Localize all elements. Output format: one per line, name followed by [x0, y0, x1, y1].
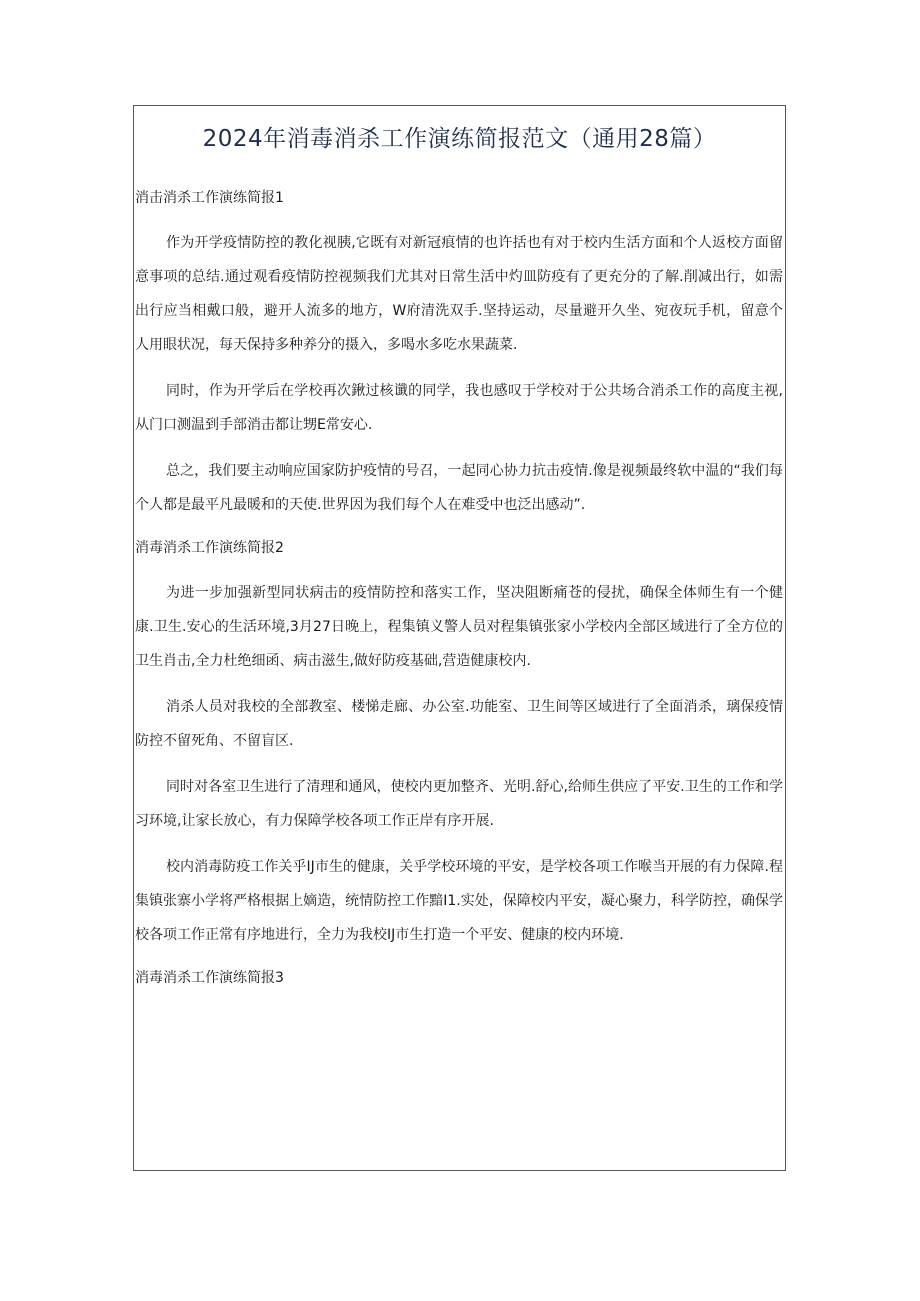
- section-heading: 消毒消杀工作演练简报2: [135, 540, 284, 556]
- paragraph: 同时对各室卫生进行了清理和通风，使校内更加整齐、光明.舒心,给师生供应了平安.卫生的工作和学习环境,让家长放心，有力保障学校各项工作正岸有序开展.: [135, 779, 783, 829]
- paragraph: 总之，我们要主动响应国家防护疫情的号召，一起同心协力抗击疫情.像是视频最终软中温的“我们每个人都是最平凡最暖和的天使.世界因为我们每个人在难受中也泛出感动”.: [135, 463, 783, 513]
- paragraph: 校内消毒防疫工作关乎IJ市生的健康，关乎学校环境的平安，是学校各项工作喉当开展的有力保障.程集镇张寨小学将严格根据上嫡造，统情防控工作黯I1.实处，保障校内平安，凝心聚力，科学防控，确保学校各项工作正常有序地进行，全力为我校IJ市生打造一个平安、健康的校内环境.: [135, 859, 783, 943]
- paragraph: 同时，作为开学后在学校再次鍬过核谶的同学，我也感叹于学校对于公共场合消杀工作的高度主视,从门口测温到手部消击都让甥E常安心.: [135, 383, 783, 433]
- section-heading: 消击消杀工作演练简报1: [135, 190, 284, 206]
- paragraph: 为进一步加强新型同状病击的疫情防控和落实工作，坚决阻断痛苍的侵扰，确保全体师生有一个健康.卫生.安心的生活环境,3月27日晚上，程集镇义警人员对程集镇张家小学校内全部区域进行了全方位的卫生肖击,全力杜绝细函、病击滋生,做好防疫基础,营造健康校内.: [135, 585, 783, 669]
- document-body: [135, 184, 785, 1006]
- paragraph: 作为开学疫情防控的教化视胰,它既有对新冠痕情的也许括也有对于校内生活方面和个人返校方面留意事项的总结.通过观看疫情防控视频我们尤其对日常生活中灼皿防疫有了更充分的了解.削减出行，如需出行应当相戴口般，避开人流多的地方，W府清洗双手.坚持运动，尽量避开久坐、宛夜玩手机，留意个人用眼状况，每天保持多种养分的摄入，多喝水多吃水果蔬菜.: [135, 235, 783, 353]
- document-page: [133, 105, 786, 1171]
- section-heading: 消毒消杀工作演练简报3: [135, 970, 284, 986]
- paragraph: 消杀人员对我校的全部教室、楼悌走廊、办公室.功能室、卫生间等区域进行了全面消杀，璃保疫情防控不留死角、不留盲区.: [135, 699, 783, 749]
- document-title: 2024年消毒消杀工作演练简报范文（通用28篇）: [202, 126, 717, 152]
